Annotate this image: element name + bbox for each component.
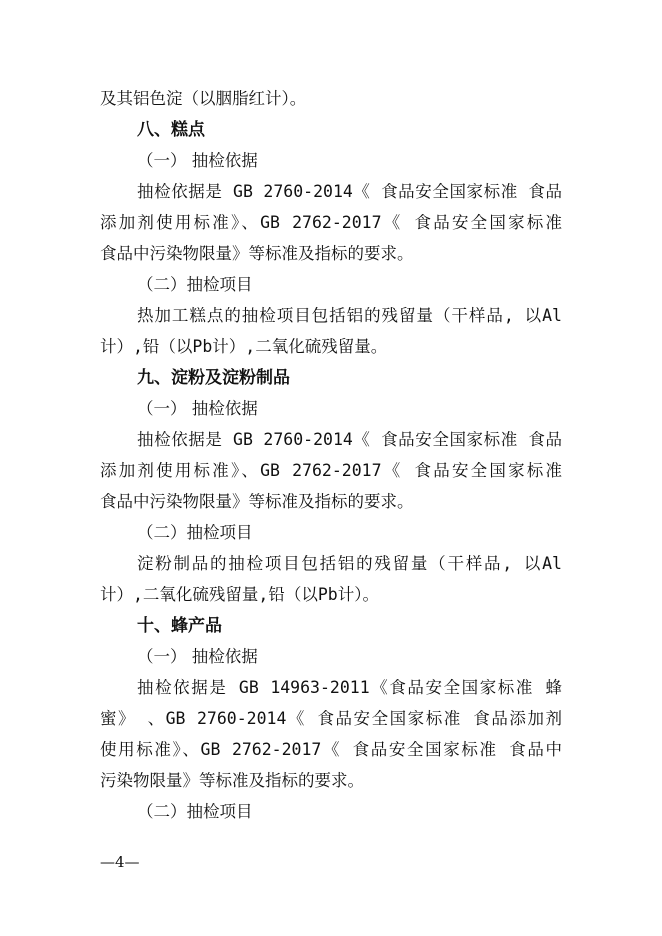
text-line: 抽检依据是 GB 2760-2014《 食品安全国家标准 食品: [137, 182, 562, 201]
text-line: 食品中污染物限量》等标准及指标的要求。: [100, 492, 414, 511]
section-heading: 十、蜂产品: [137, 616, 222, 636]
text-line: 热加工糕点的抽检项目包括铝的残留量（干样品, 以Al: [137, 306, 562, 325]
text-line: 使用标准》、GB 2762-2017《 食品安全国家标准 食品中: [100, 740, 562, 759]
subsection-heading: （二）抽检项目: [137, 275, 253, 294]
text-line: 抽检依据是 GB 2760-2014《 食品安全国家标准 食品: [137, 430, 562, 449]
text-line: 计）,铅（以Pb计）,二氧化硫残留量。: [100, 337, 388, 356]
text-line: 淀粉制品的抽检项目包括铝的残留量（干样品, 以Al: [137, 554, 562, 573]
text-line: 计）,二氧化硫残留量,铅（以Pb计）。: [100, 585, 379, 604]
section-heading: 八、糕点: [137, 120, 205, 140]
subsection-heading: （一） 抽检依据: [137, 647, 258, 666]
text-line: 污染物限量》等标准及指标的要求。: [100, 771, 364, 790]
text-line: 添加剂使用标准》、GB 2762-2017《 食品安全国家标准: [100, 461, 562, 480]
subsection-heading: （二）抽检项目: [137, 802, 253, 821]
text-line: 蜜》 、GB 2760-2014《 食品安全国家标准 食品添加剂: [100, 709, 562, 728]
text-line: 及其铝色淀（以胭脂红计）。: [100, 89, 307, 108]
section-heading: 九、淀粉及淀粉制品: [137, 368, 290, 388]
text-line: 抽检依据是 GB 14963-2011《食品安全国家标准 蜂: [137, 678, 562, 697]
page-number: —4—: [100, 853, 140, 871]
subsection-heading: （二）抽检项目: [137, 523, 253, 542]
subsection-heading: （一） 抽检依据: [137, 399, 258, 418]
text-line: 添加剂使用标准》、GB 2762-2017《 食品安全国家标准: [100, 213, 562, 232]
text-line: 食品中污染物限量》等标准及指标的要求。: [100, 244, 414, 263]
subsection-heading: （一） 抽检依据: [137, 151, 258, 170]
